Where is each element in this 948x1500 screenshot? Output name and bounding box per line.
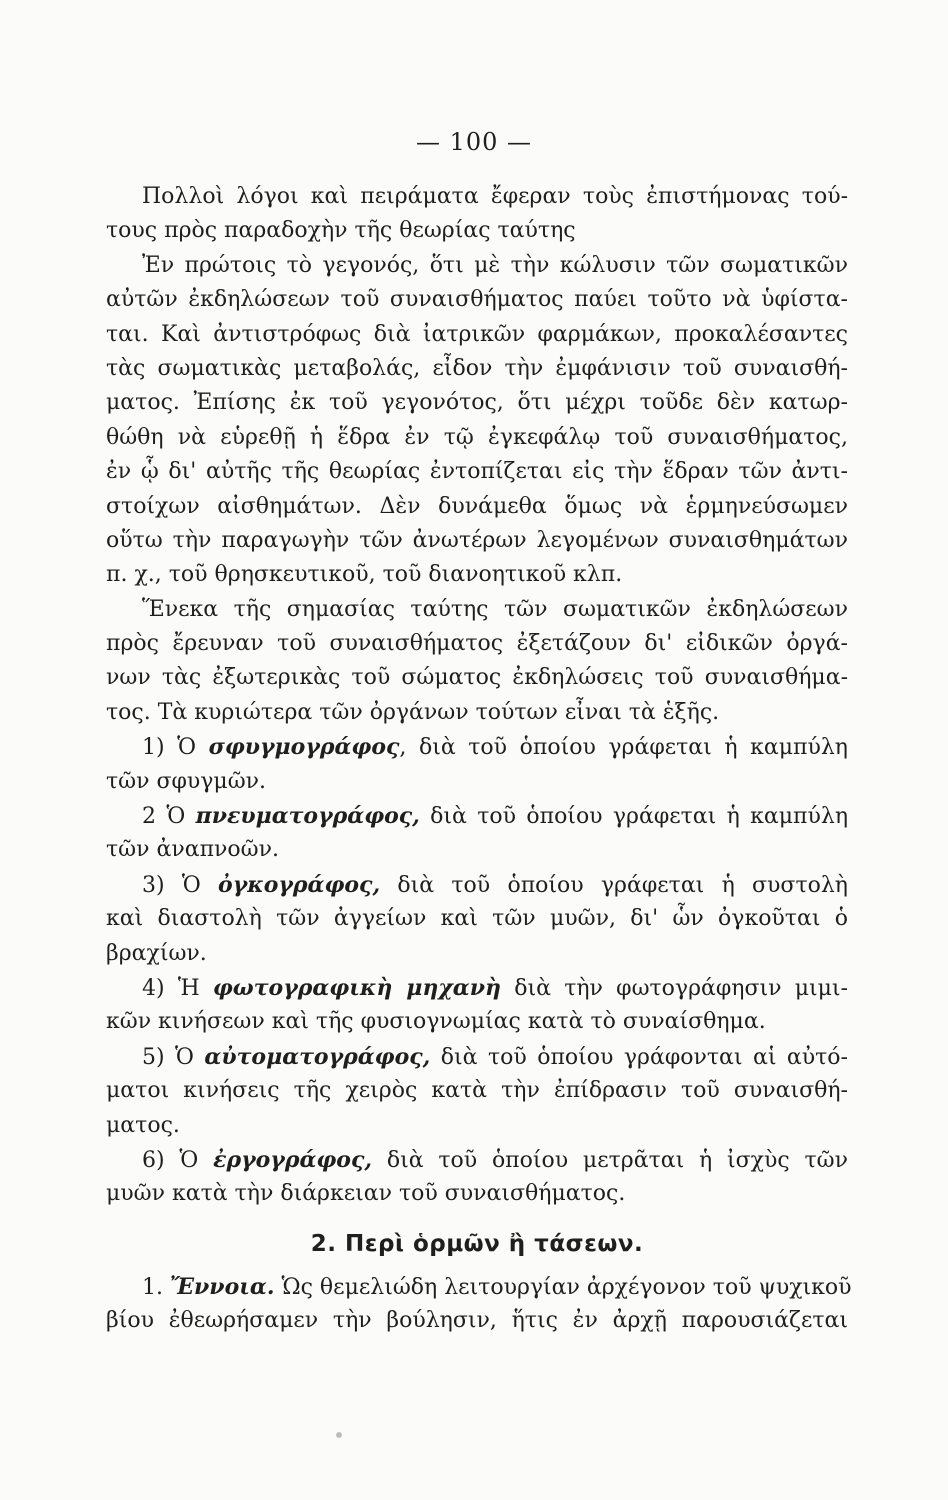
instrument-item	[106, 868, 848, 902]
item-number: 5) Ὁ	[142, 1044, 205, 1070]
instrument-term: αὐτοματογράφος,	[204, 1043, 431, 1070]
text-line: νων τὰς ἐξωτερικὰς τοῦ σώματος ἐκδηλώσεις τοῦ συναισθήμα-	[106, 665, 848, 691]
item-text: διὰ τοῦ ὁποίου μετρᾶται ἡ ἰσχὺς τῶν	[372, 1147, 848, 1173]
ink-speck	[336, 1432, 342, 1438]
text-line: τους πρὸς παραδοχὴν τῆς θεωρίας ταύτης	[106, 218, 576, 244]
text-line: ματοι κινήσεις τῆς χειρὸς κατὰ τὴν ἐπίδρασιν τοῦ συναισθή-	[106, 1078, 848, 1104]
text-line: π. χ., τοῦ θρησκευτικοῦ, τοῦ διανοητικοῦ κλπ.	[106, 562, 623, 588]
item-number: 3) Ὁ	[142, 872, 219, 898]
item-text: διὰ τοῦ ὁποίου γράφεται ἡ καμπύλη	[419, 804, 849, 830]
item-number: 6) Ὁ	[142, 1147, 214, 1173]
text-line: κῶν κινήσεων καὶ τῆς φυσιογνωμίας κατὰ τὸ συναίσθημα.	[106, 1009, 766, 1035]
item-text: διὰ τοῦ ὁποίου γράφεται ἡ συστολὴ	[380, 872, 848, 898]
section-term: Ἔννοια.	[169, 1273, 275, 1300]
text-line: τος. Τὰ κυριώτερα τῶν ὀργάνων τούτων εἶναι τὰ ἑξῆς.	[106, 699, 720, 725]
item-text: διὰ τοῦ ὁποίου γράφονται αἱ αὐτό-	[430, 1044, 848, 1070]
instrument-term: σφυγμογράφος	[208, 734, 400, 761]
text-line: Ἕνεκα τῆς σημασίας ταύτης τῶν σωματικῶν ἐκδηλώσεων	[142, 596, 848, 622]
instrument-item	[106, 730, 848, 764]
page-number: — 100 —	[415, 128, 533, 156]
page-text	[106, 180, 852, 1339]
section-heading: 2. Περὶ ὁρμῶν ἢ τάσεων.	[310, 1230, 644, 1257]
instrument-term: φωτογραφικὴ μηχανὴ	[212, 974, 501, 1001]
text-line: αὐτῶν ἐκδηλώσεων τοῦ συναισθήματος παύει τοῦτο νὰ ὑφίστα-	[106, 287, 848, 313]
instrument-item	[106, 799, 848, 833]
text-line: καὶ διαστολὴ τῶν ἀγγείων καὶ τῶν μυῶν, δι' ὧν ὀγκοῦται ὁ	[106, 906, 848, 932]
instrument-term: ἐργογράφος,	[213, 1146, 373, 1173]
text-line: ται. Καὶ ἀντιστρόφως διὰ ἰατρικῶν φαρμάκων, προκαλέσαντες	[106, 321, 848, 347]
instrument-item	[106, 971, 848, 1005]
text-line: Ἐν πρώτοις τὸ γεγονός, ὅτι μὲ τὴν κώλυσιν τῶν σωματικῶν	[142, 252, 848, 278]
item-number: 1) Ὁ	[142, 735, 209, 761]
text-line: πρὸς ἔρευναν τοῦ συναισθήματος ἐξετάζουν δι' εἰδικῶν ὀργά-	[106, 631, 848, 657]
section-paragraph-first-line	[106, 1270, 852, 1304]
instrument-term: πνευματογράφος,	[195, 803, 420, 830]
item-number: 1.	[142, 1274, 170, 1300]
instrument-item	[106, 1040, 848, 1074]
item-text: Ὡς θεμελιώδη λειτουργίαν ἀρχέγονον τοῦ ψυχικοῦ	[274, 1274, 852, 1300]
text-line: θώθη νὰ εὑρεθῇ ἡ ἕδρα ἐν τῷ ἐγκεφάλῳ τοῦ συναισθήματος,	[106, 424, 848, 450]
text-line: οὕτω τὴν παραγωγὴν τῶν ἀνωτέρων λεγομένων συναισθημάτων	[106, 527, 848, 553]
item-number: 4) Ἡ	[142, 975, 213, 1001]
text-line: τῶν σφυγμῶν.	[106, 768, 267, 794]
text-line: τὰς σωματικὰς μεταβολάς, εἶδον τὴν ἐμφάνισιν τοῦ συναισθή-	[106, 355, 848, 381]
text-line: ἐν ᾧ δι' αὐτῆς τῆς θεωρίας ἐντοπίζεται εἰς τὴν ἕδραν τῶν ἀντι-	[106, 459, 848, 485]
text-line: βραχίων.	[106, 940, 207, 966]
item-text: διὰ τὴν φωτογράφησιν μιμι-	[501, 975, 848, 1001]
text-line: βίου ἐθεωρήσαμεν τὴν βούλησιν, ἥτις ἐν ἀρχῇ παρουσιάζεται	[106, 1308, 848, 1334]
text-line: στοίχων αἰσθημάτων. Δὲν δυνάμεθα ὅμως νὰ ἑρμηνεύσωμεν	[106, 493, 848, 519]
text-line: μυῶν κατὰ τὴν διάρκειαν τοῦ συναισθήματος.	[106, 1181, 626, 1207]
instrument-item	[106, 1143, 848, 1177]
text-line: ματος.	[106, 1112, 180, 1138]
text-line: ματος. Ἐπίσης ἐκ τοῦ γεγονότος, ὅτι μέχρι τοῦδε δὲν κατωρ-	[106, 390, 848, 416]
text-line: Πολλοὶ λόγοι καὶ πειράματα ἔφεραν τοὺς ἐπιστήμονας τού-	[142, 184, 848, 209]
item-text: , διὰ τοῦ ὁποίου γράφεται ἡ καμπύλη	[399, 735, 848, 761]
item-number: 2 Ὁ	[142, 804, 196, 830]
instrument-term: ὀγκογράφος,	[218, 871, 381, 898]
text-line: τῶν ἀναπνοῶν.	[106, 837, 279, 863]
